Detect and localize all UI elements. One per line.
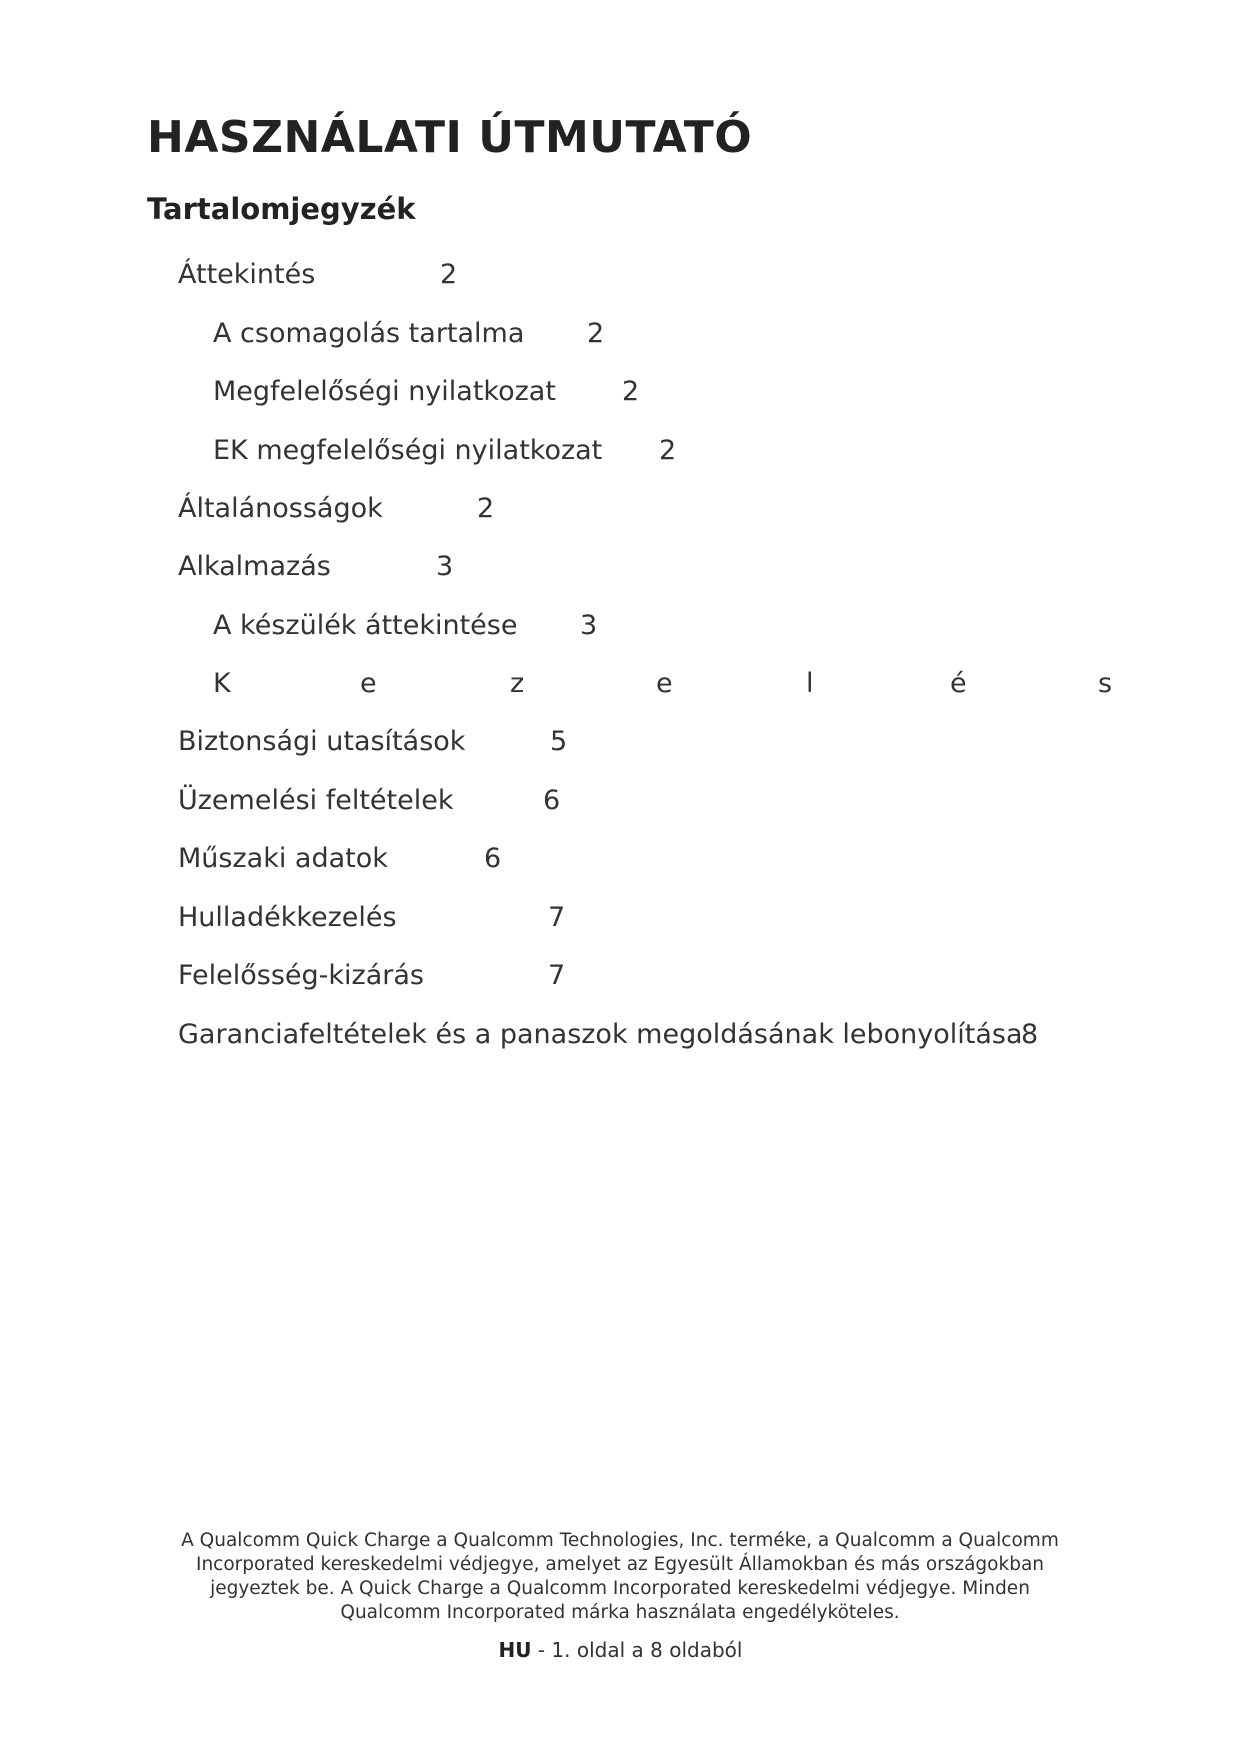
toc-entry-page: 7 [548,960,566,991]
toc-entry-label: Alkalmazás [178,551,331,582]
toc-entry-label: Áttekintés [178,259,316,290]
toc-entry-label: Hulladékkezelés [178,902,397,933]
toc-entry-page: 7 [548,902,566,933]
toc-spaced-letter: é [950,668,967,699]
toc-entry-page: 2 [440,259,458,290]
toc-entry-page: 3 [580,610,598,641]
toc-spaced-letter: e [360,668,377,699]
document-title: HASZNÁLATI ÚTMUTATÓ [147,112,753,163]
page-footer [0,1638,1241,1662]
language-code: HU [498,1638,532,1662]
toc-spaced-letter: K [213,668,231,699]
toc-spaced-letter: s [1098,668,1113,699]
toc-entry-label: Megfelelőségi nyilatkozat [213,376,556,407]
toc-entry-label: Garanciafeltételek és a panaszok megoldásának lebonyolítása [178,1019,1023,1050]
toc-entry-label: Biztonsági utasítások [178,726,466,757]
toc-heading: Tartalomjegyzék [147,192,416,226]
toc-entry-label: A készülék áttekintése [213,610,518,641]
trademark-notice: A Qualcomm Quick Charge a Qualcomm Technologies, Inc. terméke, a Qualcomm a Qualcomm Incorporated kereskedelmi védjegye, amelyet az Egyesült Államokban és más országokban jegyeztek be. A Quick Charge a Qualcomm Incorporated kereskedelmi védjegye. Minden Qualcomm Incorporated márka használata engedélyköteles. [181,1529,1059,1623]
toc-spaced-letter: l [806,668,814,699]
toc-entry-page: 5 [550,726,568,757]
toc-spaced-letter: e [656,668,673,699]
toc-entry-page: 2 [587,318,605,349]
toc-entry-page: 2 [477,493,495,524]
toc-entry-label: EK megfelelőségi nyilatkozat [213,435,603,466]
toc-entry-label: Általánosságok [178,493,383,524]
toc-entry-page: 6 [484,843,502,874]
toc-entry-page: 6 [543,785,561,816]
toc-entry-label: A csomagolás tartalma [213,318,525,349]
toc-entry-page: 8 [1021,1019,1039,1050]
toc-entry-page: 2 [622,376,640,407]
toc-entry-page: 3 [436,551,454,582]
toc-entry-kezeles-spaced[interactable] [213,664,1113,704]
toc-entry-label: Felelősség-kizárás [178,960,424,991]
toc-spaced-letter: z [510,668,525,699]
page-number-text: - 1. oldal a 8 oldaból [537,1638,743,1662]
toc-entry-label: Műszaki adatok [178,843,388,874]
toc-entry-page: 2 [659,435,677,466]
toc-entry-label: Üzemelési feltételek [178,785,454,816]
